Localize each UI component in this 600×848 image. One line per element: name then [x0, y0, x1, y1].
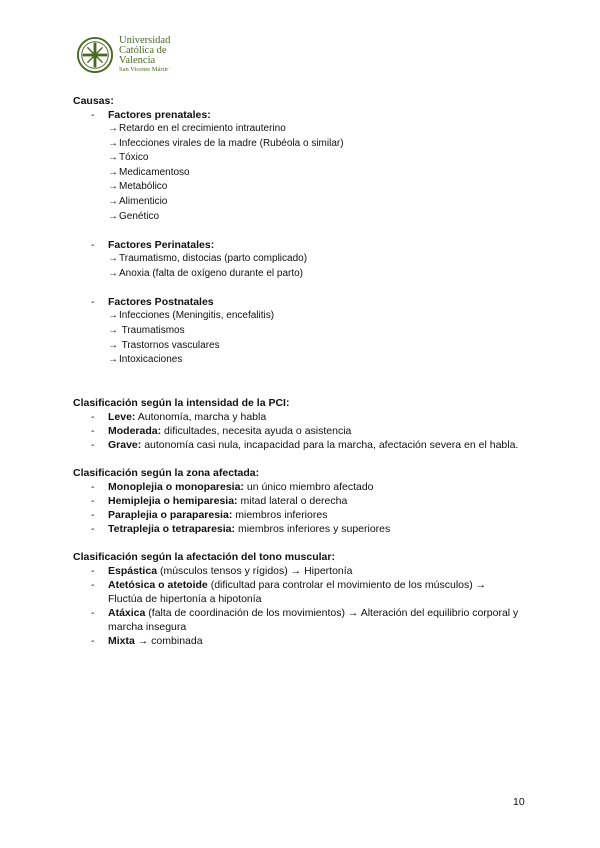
arrow-icon: → — [108, 339, 118, 351]
logo-line-1: Universidad — [119, 35, 171, 46]
list-item-text: Intoxicaciones — [119, 354, 183, 366]
term: Atetósica o atetoide — [108, 578, 208, 591]
list-item — [73, 578, 523, 606]
description: mitad lateral o derecha — [240, 494, 348, 507]
list-item-text: Infecciones (Meningitis, encefalitis) — [119, 310, 275, 322]
section-heading: Clasificación según la intensidad de la PCI: — [73, 396, 290, 409]
arrow-icon: → — [108, 152, 118, 164]
list-item — [73, 522, 523, 536]
list-item-text: Medicamentoso — [119, 166, 190, 178]
document-body — [73, 94, 523, 648]
list-item-text: Traumatismos — [121, 324, 185, 336]
arrow-icon: → — [108, 310, 118, 322]
list-item — [73, 151, 523, 166]
factor-group-heading — [73, 295, 523, 309]
arrow-icon: → — [108, 354, 118, 366]
description: un único miembro afectado — [246, 480, 374, 493]
factor-group-heading — [73, 108, 523, 122]
description: (dificultad para controlar el movimiento de los músculos) → Fluctúa de hipertonía a hipotonía — [108, 578, 487, 605]
bullet-dash: - — [91, 578, 95, 591]
list-item — [73, 438, 523, 452]
description: miembros inferiores — [235, 508, 328, 521]
term: Monoplejia o monoparesia: — [108, 480, 244, 493]
list-item — [73, 339, 523, 354]
arrow-icon: → — [108, 195, 118, 207]
list-item-text: Anoxia (falta de oxígeno durante el parto) — [119, 267, 304, 279]
list-item — [73, 480, 523, 494]
description: dificultades, necesita ayuda o asistencia — [164, 424, 352, 437]
bullet-dash: - — [91, 522, 95, 535]
logo-line-2: Católica de — [119, 45, 167, 56]
list-item — [73, 122, 523, 137]
university-logo — [76, 36, 170, 74]
bullet-dash: - — [91, 109, 95, 121]
list-item-text: Metabólico — [119, 181, 168, 193]
arrow-icon: → — [108, 123, 118, 134]
list-item — [73, 508, 523, 522]
list-item-text: Infecciones virales de la madre (Rubéola o similar) — [119, 137, 344, 149]
description: autonomía casi nula, incapacidad para la marcha, afectación severa en el habla. — [144, 438, 519, 451]
list-item — [73, 210, 523, 225]
description: (músculos tensos y rígidos) → Hipertonía — [159, 564, 353, 577]
description: miembros inferiores y superiores — [237, 522, 391, 535]
term: Moderada: — [108, 424, 162, 437]
causas-heading: Causas: — [73, 95, 114, 107]
page-number: 10 — [513, 796, 525, 808]
list-item-text: Trastornos vasculares — [121, 339, 220, 351]
list-item — [73, 564, 523, 578]
factor-group-label: Factores Perinatales: — [108, 239, 215, 252]
list-item — [73, 180, 523, 195]
list-item — [73, 309, 523, 324]
list-item — [73, 195, 523, 210]
bullet-dash: - — [91, 564, 95, 577]
list-item — [73, 166, 523, 181]
term: Mixta — [108, 634, 135, 647]
bullet-dash: - — [91, 296, 95, 309]
bullet-dash: - — [91, 438, 95, 451]
term: Atáxica — [108, 606, 146, 619]
list-item-text: Genético — [119, 210, 160, 222]
list-item — [73, 267, 523, 282]
logo-line-4: San Vicente Mártir — [119, 66, 169, 73]
arrow-icon: → — [108, 253, 118, 265]
term: Paraplejia o paraparesia: — [108, 508, 233, 521]
list-item — [73, 252, 523, 267]
bullet-dash: - — [91, 410, 95, 423]
list-item — [73, 424, 523, 438]
logo-line-3: Valencia — [119, 55, 156, 66]
term: Espástica — [108, 564, 158, 577]
term: Hemiplejia o hemiparesia: — [108, 494, 238, 507]
description: (falta de coordinación de los movimientos) → Alteración del equilibrio corporal y marcha insegura — [108, 606, 519, 633]
list-item — [73, 494, 523, 508]
term: Tetraplejia o tetraparesia: — [108, 522, 236, 535]
logo-text — [119, 36, 170, 74]
list-item — [73, 324, 523, 339]
arrow-icon: → — [108, 137, 118, 149]
bullet-dash: - — [91, 494, 95, 507]
section-heading: Clasificación según la zona afectada: — [73, 466, 260, 479]
term: Grave: — [108, 438, 142, 451]
bullet-dash: - — [91, 424, 95, 437]
arrow-icon: → — [108, 210, 118, 222]
list-item — [73, 410, 523, 424]
list-item — [73, 634, 523, 648]
list-item — [73, 137, 523, 152]
arrow-icon: → — [108, 166, 118, 178]
factor-group-label: Factores Postnatales — [108, 296, 214, 309]
factor-group-label: Factores prenatales: — [108, 109, 211, 121]
arrow-icon: → — [108, 324, 118, 336]
list-item — [73, 606, 523, 634]
bullet-dash: - — [91, 239, 95, 252]
list-item-text: Retardo en el crecimiento intrauterino — [119, 123, 286, 134]
bullet-dash: - — [91, 606, 95, 619]
list-item-text: Alimenticio — [119, 195, 168, 207]
arrow-icon: → — [108, 267, 118, 279]
description: → combinada — [137, 634, 203, 647]
section-heading: Clasificación según la afectación del tono muscular: — [73, 550, 335, 563]
factor-group-heading — [73, 238, 523, 252]
list-item-text: Traumatismo, distocias (parto complicado) — [119, 253, 308, 265]
cross-emblem-icon — [76, 36, 114, 74]
list-item-text: Tóxico — [119, 152, 149, 164]
list-item — [73, 353, 523, 368]
bullet-dash: - — [91, 480, 95, 493]
description: Autonomía, marcha y habla — [137, 410, 267, 423]
bullet-dash: - — [91, 634, 95, 647]
bullet-dash: - — [91, 508, 95, 521]
arrow-icon: → — [108, 181, 118, 193]
term: Leve: — [108, 410, 136, 423]
